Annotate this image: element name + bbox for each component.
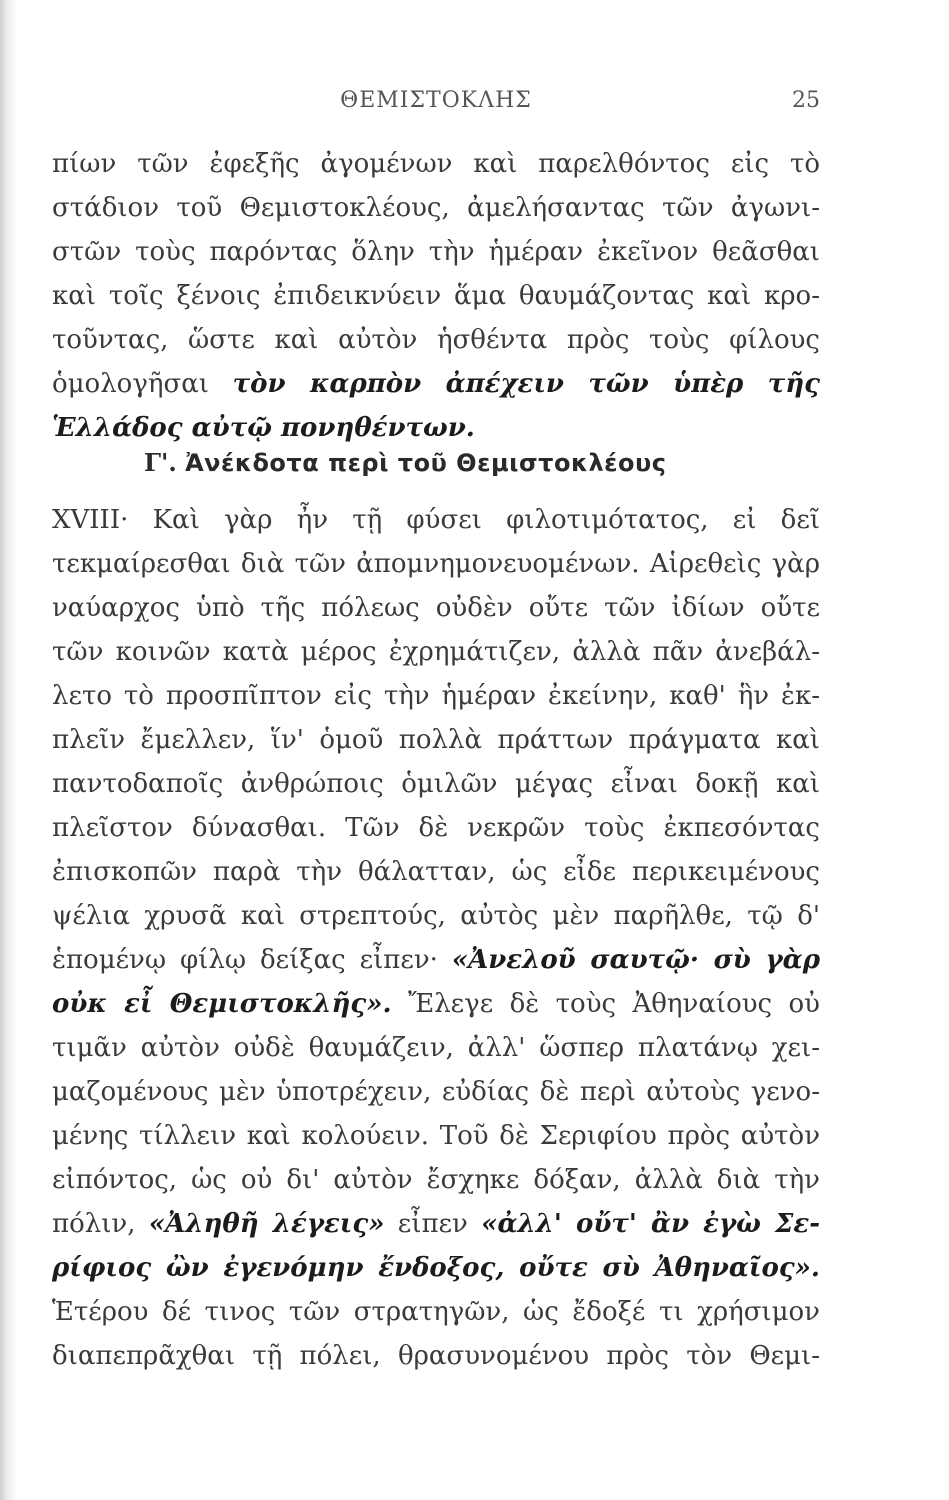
text-line: ὁμολογῆσαι τὸν καρπὸν ἀπέχειν τῶν ὑπὲρ τῆς	[52, 369, 820, 399]
text-line: πλεῖν ἔμελλεν, ἵν' ὁμοῦ πολλὰ πράττων πράγματα καὶ	[52, 725, 820, 755]
text-line: τεκμαίρεσθαι διὰ τῶν ἀπομνημονευομένων. Αἱρεθεὶς γὰρ	[52, 549, 820, 579]
section-heading	[144, 448, 666, 477]
emphasis-text: Ἑλλάδος αὐτῷ πονηθέντων.	[52, 413, 475, 443]
text-line: μένης τίλλειν καὶ κολούειν. Τοῦ δὲ Σεριφίου πρὸς αὐτὸν	[52, 1121, 820, 1151]
emphasis-text: οὐκ εἶ Θεμιστοκλῆς».	[52, 989, 392, 1019]
emphasis-text: τὸν καρπὸν ἀπέχειν τῶν ὑπὲρ τῆς	[232, 369, 820, 399]
text-line	[52, 406, 820, 450]
text-line: ναύαρχος ὑπὸ τῆς πόλεως οὐδὲν οὔτε τῶν ἰδίων οὔτε	[52, 593, 820, 623]
emphasis-text: «Ἀληθῆ λέγεις»	[148, 1209, 385, 1239]
text-line: τῶν κοινῶν κατὰ μέρος ἐχρημάτιζεν, ἀλλὰ πᾶν ἀνεβάλ-	[52, 637, 820, 667]
running-head	[52, 88, 820, 118]
text-line: διαπεπρᾶχθαι τῇ πόλει, θρασυνομένου πρὸς τὸν Θεμι-	[52, 1341, 820, 1371]
text-line: τοῦντας, ὥστε καὶ αὐτὸν ἡσθέντα πρὸς τοὺς φίλους	[52, 325, 820, 355]
text-line: πίων τῶν ἐφεξῆς ἀγομένων καὶ παρελθόντος εἰς τὸ	[52, 149, 820, 179]
text-line: πλεῖστον δύνασθαι. Τῶν δὲ νεκρῶν τοὺς ἐκπεσόντας	[52, 813, 820, 843]
text-line: παντοδαποῖς ἀνθρώποις ὁμιλῶν μέγας εἶναι δοκῇ καὶ	[52, 769, 820, 799]
page-edge-shadow	[0, 0, 18, 1500]
text-line: ἑπομένῳ φίλῳ δείξας εἶπεν· «Ἀνελοῦ σαυτῷ· σὺ γὰρ	[52, 945, 820, 975]
text-line: μαζομένους μὲν ὑποτρέχειν, εὐδίας δὲ περὶ αὐτοὺς γενο-	[52, 1077, 820, 1107]
running-title: ΘΕΜΙΣΤΟΚΛΗΣ	[340, 88, 532, 113]
text-line	[52, 1246, 820, 1290]
section-title: Ἀνέκδοτα περὶ τοῦ Θεμιστοκλέους	[185, 449, 667, 477]
text-line: XVIII· Καὶ γὰρ ἦν τῇ φύσει φιλοτιμότατος, εἰ δεῖ	[52, 505, 820, 535]
emphasis-text: «ἀλλ' οὔτ' ἂν ἐγὼ Σε-	[481, 1209, 820, 1239]
text-line: στάδιον τοῦ Θεμιστοκλέους, ἀμελήσαντας τῶν ἀγωνι-	[52, 193, 820, 223]
text-line: στῶν τοὺς παρόντας ὅλην τὴν ἡμέραν ἐκεῖνον θεᾶσθαι	[52, 237, 820, 267]
text-line: πόλιν, «Ἀληθῆ λέγεις» εἶπεν «ἀλλ' οὔτ' ἂν ἐγὼ Σε-	[52, 1209, 820, 1239]
text-line: Ἑτέρου δέ τινος τῶν στρατηγῶν, ὡς ἔδοξέ τι χρήσιμον	[52, 1297, 820, 1327]
text-line: ἐπισκοπῶν παρὰ τὴν θάλατταν, ὡς εἶδε περικειμένους	[52, 857, 820, 887]
text-line: καὶ τοῖς ξένοις ἐπιδεικνύειν ἅμα θαυμάζοντας καὶ κρο-	[52, 281, 820, 311]
text-line: εἰπόντος, ὡς οὐ δι' αὐτὸν ἔσχηκε δόξαν, ἀλλὰ διὰ τὴν	[52, 1165, 820, 1195]
emphasis-text: «Ἀνελοῦ σαυτῷ· σὺ γὰρ	[451, 945, 820, 975]
text-line: τιμᾶν αὐτὸν οὐδὲ θαυμάζειν, ἀλλ' ὥσπερ πλατάνῳ χει-	[52, 1033, 820, 1063]
text-line: οὐκ εἶ Θεμιστοκλῆς». Ἔλεγε δὲ τοὺς Ἀθηναίους οὐ	[52, 989, 820, 1019]
text-line: ψέλια χρυσᾶ καὶ στρεπτούς, αὐτὸς μὲν παρῆλθε, τῷ δ'	[52, 901, 820, 931]
section-numeral: Γ'.	[144, 448, 177, 477]
text-line: λετο τὸ προσπῖπτον εἰς τὴν ἡμέραν ἐκείνην, καθ' ἣν ἐκ-	[52, 681, 820, 711]
page-number: 25	[792, 88, 820, 113]
emphasis-text: ρίφιος ὢν ἐγενόμην ἔνδοξος, οὔτε σὺ Ἀθηναῖος».	[52, 1253, 820, 1283]
